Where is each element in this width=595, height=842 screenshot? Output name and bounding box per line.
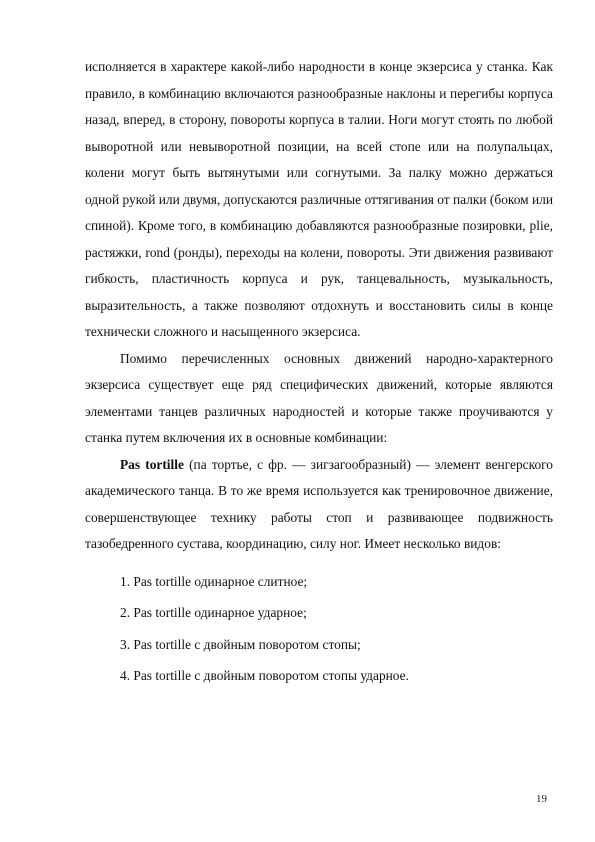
paragraph-continuation: исполняется в характере какой-либо народности в конце экзерсиса у станка. Как правило, в комбинацию включаются разнообразные наклоны и перегибы корпуса назад, вперед, в сторону, повороты корпуса в талии. Ноги могут стоять по любой выворотной или невыворотной позиции, на всей стопе или на полупальцах, колени могут быть вытянутыми или согнутыми. За палку можно держаться одной рукой или двумя, допускаются различные оттягивания от палки (боком или спиной). Кроме того, в комбинацию добавляются разнообразные позировки, plie, растяжки, rond (ронды), переходы на колени, повороты. Эти движения развивают гибкость, пластичность корпуса и рук, танцевальность, музыкальность, выразительность, а также позволяют отдохнуть и восстановить силы в конце технически сложного и насыщенного экзерсиса. xyxy=(85,59,553,339)
list-item: 2. Pas tortille одинарное ударное; xyxy=(120,605,307,620)
paragraph-specific-movements: Помимо перечисленных основных движений народно-характерного экзерсиса существует еще ряд специфических движений, которые являются элементами танцев различных народностей и которые также проучиваются у станка путем включения их в основные комбинации: xyxy=(85,350,553,445)
page-number: 19 xyxy=(536,793,547,805)
definition-text: (па тортье, с фр. — зигзагообразный) — элемент венгерского академического танца. В то же время используется как тренировочное движение, совершенствующее технику работы стоп и развивающее подвижность тазобедренного сустава, координацию, силу ног. Имеет несколько видов: xyxy=(85,456,553,551)
pas-tortille-types-list xyxy=(85,566,553,692)
page-body xyxy=(85,54,553,692)
term-pas-tortille: Pas tortille xyxy=(120,456,184,472)
paragraph-pas-tortille-definition xyxy=(85,452,553,558)
list-item: 3. Pas tortille с двойным поворотом стопы; xyxy=(120,636,361,652)
list-item: 1. Pas tortille одинарное слитное; xyxy=(120,573,308,589)
list-item: 4. Pas tortille с двойным поворотом стопы ударное. xyxy=(120,668,409,683)
